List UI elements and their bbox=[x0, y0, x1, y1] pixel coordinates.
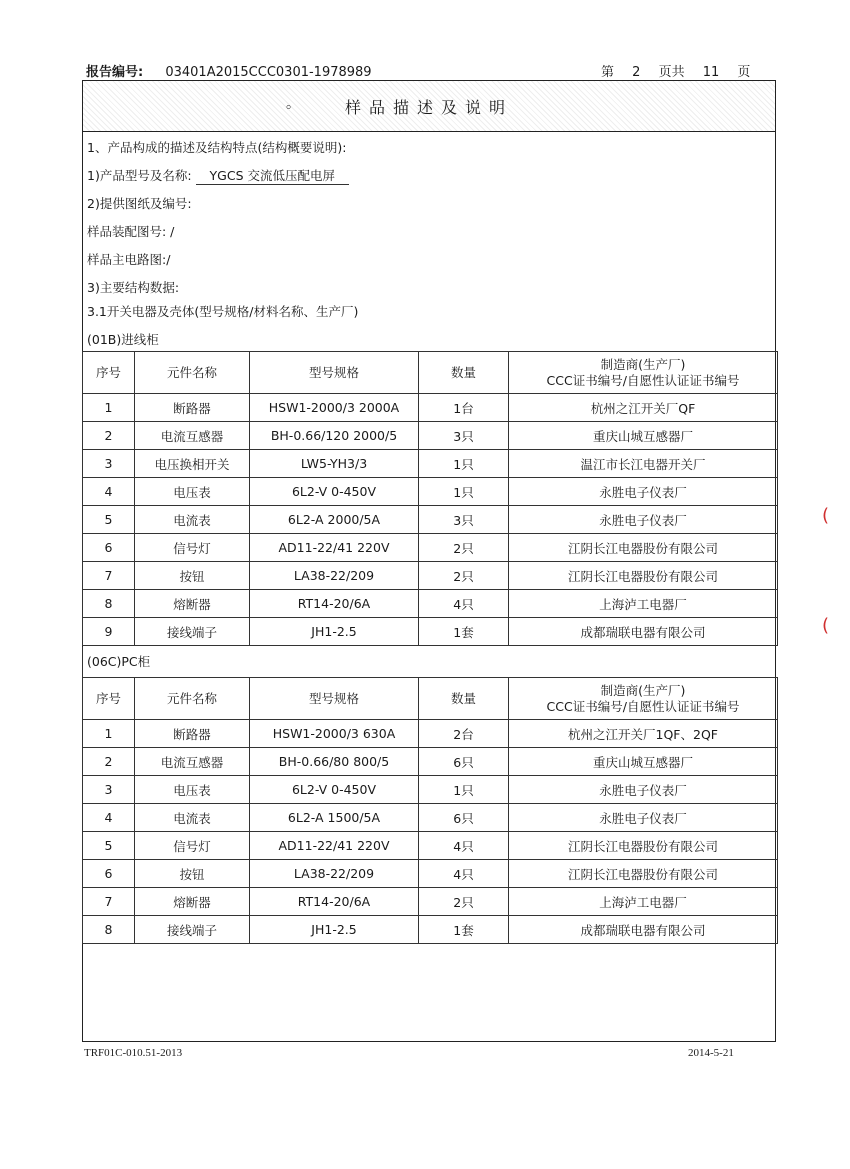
table-row bbox=[83, 562, 778, 590]
cell-name: 电压表 bbox=[135, 776, 250, 804]
cell-model: JH1-2.5 bbox=[250, 618, 419, 646]
col-name: 元件名称 bbox=[135, 678, 250, 720]
table-row bbox=[83, 394, 778, 422]
stamp-mark-icon: ( bbox=[822, 505, 830, 526]
report-number-value: 03401A2015CCC0301-1978989 bbox=[165, 65, 372, 80]
page-mid: 页共 bbox=[658, 65, 685, 80]
col-name: 元件名称 bbox=[135, 352, 250, 394]
cell-manufacturer: 江阴长江电器股份有限公司 bbox=[509, 534, 778, 562]
line-structure-desc: 1、产品构成的描述及结构特点(结构概要说明): bbox=[87, 140, 347, 155]
cell-no: 5 bbox=[83, 506, 135, 534]
line-structure-data: 3)主要结构数据: bbox=[87, 280, 180, 295]
table-row bbox=[83, 506, 778, 534]
cell-manufacturer: 永胜电子仪表厂 bbox=[509, 804, 778, 832]
cell-manufacturer: 重庆山城互感器厂 bbox=[509, 422, 778, 450]
cell-qty: 1套 bbox=[419, 618, 509, 646]
table-row bbox=[83, 832, 778, 860]
stamp-mark-icon: ( bbox=[822, 615, 830, 636]
cell-name: 断路器 bbox=[135, 720, 250, 748]
table-row bbox=[83, 618, 778, 646]
cell-model: JH1-2.5 bbox=[250, 916, 419, 944]
col-model: 型号规格 bbox=[250, 352, 419, 394]
table-row bbox=[83, 804, 778, 832]
cell-no: 1 bbox=[83, 720, 135, 748]
cell-name: 电流表 bbox=[135, 804, 250, 832]
col-manufacturer-l1: 制造商(生产厂) bbox=[600, 682, 686, 698]
page-suffix: 页 bbox=[737, 65, 751, 80]
cell-no: 4 bbox=[83, 804, 135, 832]
cell-model: LA38-22/209 bbox=[250, 860, 419, 888]
line-drawings: 2)提供图纸及编号: bbox=[87, 196, 192, 211]
cell-model: 6L2-A 2000/5A bbox=[250, 506, 419, 534]
cell-manufacturer: 永胜电子仪表厂 bbox=[509, 506, 778, 534]
cell-name: 电流表 bbox=[135, 506, 250, 534]
cell-qty: 6只 bbox=[419, 804, 509, 832]
model-name-value: YGCS 交流低压配电屏 bbox=[196, 168, 349, 185]
cell-no: 6 bbox=[83, 534, 135, 562]
cell-name: 熔断器 bbox=[135, 888, 250, 916]
table-row bbox=[83, 748, 778, 776]
table-header-row bbox=[83, 678, 778, 720]
report-number bbox=[86, 61, 372, 80]
cell-name: 电流互感器 bbox=[135, 422, 250, 450]
page-total: 11 bbox=[702, 65, 720, 80]
cell-name: 按钮 bbox=[135, 562, 250, 590]
cell-no: 3 bbox=[83, 776, 135, 804]
cell-qty: 1只 bbox=[419, 478, 509, 506]
col-manufacturer-l2: CCC证书编号/自愿性认证证书编号 bbox=[546, 698, 740, 714]
col-manufacturer-l1: 制造商(生产厂) bbox=[600, 356, 686, 372]
cell-name: 熔断器 bbox=[135, 590, 250, 618]
cell-qty: 1台 bbox=[419, 394, 509, 422]
col-no: 序号 bbox=[83, 678, 135, 720]
line-main-circuit: 样品主电路图:/ bbox=[87, 252, 171, 267]
cell-no: 5 bbox=[83, 832, 135, 860]
cell-manufacturer: 成都瑞联电器有限公司 bbox=[509, 916, 778, 944]
title-dot: 。 bbox=[286, 96, 300, 112]
cell-qty: 1只 bbox=[419, 450, 509, 478]
cell-name: 电压换相开关 bbox=[135, 450, 250, 478]
cell-manufacturer: 杭州之江开关厂QF bbox=[509, 394, 778, 422]
cell-no: 3 bbox=[83, 450, 135, 478]
cell-name: 信号灯 bbox=[135, 534, 250, 562]
cell-no: 6 bbox=[83, 860, 135, 888]
cell-model: HSW1-2000/3 2000A bbox=[250, 394, 419, 422]
cell-qty: 2只 bbox=[419, 534, 509, 562]
page-indicator bbox=[601, 61, 764, 80]
col-qty: 数量 bbox=[419, 678, 509, 720]
cell-qty: 2只 bbox=[419, 888, 509, 916]
title-bar bbox=[83, 81, 775, 132]
cell-model: AD11-22/41 220V bbox=[250, 534, 419, 562]
cell-qty: 6只 bbox=[419, 748, 509, 776]
parts-table-06c bbox=[82, 677, 778, 944]
cell-model: LA38-22/209 bbox=[250, 562, 419, 590]
table-row bbox=[83, 916, 778, 944]
cell-qty: 4只 bbox=[419, 860, 509, 888]
table-row bbox=[83, 860, 778, 888]
issue-date: 2014-5-21 bbox=[688, 1047, 734, 1059]
page-title: 样品描述及说明 bbox=[344, 97, 513, 117]
table-row bbox=[83, 776, 778, 804]
report-number-label: 报告编号: bbox=[86, 65, 144, 80]
cell-qty: 3只 bbox=[419, 422, 509, 450]
table-row bbox=[83, 422, 778, 450]
cell-model: LW5-YH3/3 bbox=[250, 450, 419, 478]
cell-qty: 4只 bbox=[419, 590, 509, 618]
cell-name: 信号灯 bbox=[135, 832, 250, 860]
cell-no: 7 bbox=[83, 888, 135, 916]
document-frame bbox=[82, 80, 776, 1042]
cell-model: AD11-22/41 220V bbox=[250, 832, 419, 860]
cell-manufacturer: 杭州之江开关厂1QF、2QF bbox=[509, 720, 778, 748]
form-number: TRF01C-010.51-2013 bbox=[84, 1047, 183, 1059]
col-qty: 数量 bbox=[419, 352, 509, 394]
table-row bbox=[83, 534, 778, 562]
cell-qty: 1只 bbox=[419, 776, 509, 804]
cell-no: 2 bbox=[83, 748, 135, 776]
cell-name: 断路器 bbox=[135, 394, 250, 422]
model-name-label: 1)产品型号及名称: bbox=[87, 168, 192, 183]
cell-manufacturer: 江阴长江电器股份有限公司 bbox=[509, 832, 778, 860]
cell-qty: 4只 bbox=[419, 832, 509, 860]
cell-model: 6L2-V 0-450V bbox=[250, 776, 419, 804]
col-no: 序号 bbox=[83, 352, 135, 394]
table-row bbox=[83, 450, 778, 478]
cell-manufacturer: 江阴长江电器股份有限公司 bbox=[509, 860, 778, 888]
cell-model: HSW1-2000/3 630A bbox=[250, 720, 419, 748]
cell-model: RT14-20/6A bbox=[250, 590, 419, 618]
cell-manufacturer: 成都瑞联电器有限公司 bbox=[509, 618, 778, 646]
col-model: 型号规格 bbox=[250, 678, 419, 720]
cell-name: 接线端子 bbox=[135, 916, 250, 944]
cell-name: 按钮 bbox=[135, 860, 250, 888]
cell-qty: 3只 bbox=[419, 506, 509, 534]
cell-manufacturer: 江阴长江电器股份有限公司 bbox=[509, 562, 778, 590]
section-06c-label: (06C)PC柜 bbox=[82, 647, 777, 677]
table-row bbox=[83, 478, 778, 506]
line-assembly-drawing: 样品装配图号: / bbox=[87, 224, 175, 239]
cell-no: 8 bbox=[83, 590, 135, 618]
cell-name: 电压表 bbox=[135, 478, 250, 506]
line-switchgear: 3.1开关电器及壳体(型号规格/材料名称、生产厂) bbox=[87, 304, 359, 319]
cell-manufacturer: 温江市长江电器开关厂 bbox=[509, 450, 778, 478]
cell-no: 9 bbox=[83, 618, 135, 646]
page-prefix: 第 bbox=[601, 65, 615, 80]
table-row bbox=[83, 590, 778, 618]
cell-manufacturer: 重庆山城互感器厂 bbox=[509, 748, 778, 776]
col-manufacturer-l2: CCC证书编号/自愿性认证证书编号 bbox=[546, 372, 740, 388]
page-current: 2 bbox=[632, 65, 641, 80]
cell-no: 8 bbox=[83, 916, 135, 944]
cell-manufacturer: 永胜电子仪表厂 bbox=[509, 776, 778, 804]
col-manufacturer bbox=[509, 678, 778, 720]
cell-model: 6L2-V 0-450V bbox=[250, 478, 419, 506]
cell-qty: 1套 bbox=[419, 916, 509, 944]
cell-model: 6L2-A 1500/5A bbox=[250, 804, 419, 832]
cell-model: RT14-20/6A bbox=[250, 888, 419, 916]
cell-no: 2 bbox=[83, 422, 135, 450]
cell-no: 1 bbox=[83, 394, 135, 422]
line-section-01b: (01B)进线柜 bbox=[87, 332, 159, 347]
col-manufacturer bbox=[509, 352, 778, 394]
table-row bbox=[83, 720, 778, 748]
cell-model: BH-0.66/120 2000/5 bbox=[250, 422, 419, 450]
cell-manufacturer: 上海泸工电器厂 bbox=[509, 590, 778, 618]
cell-manufacturer: 上海泸工电器厂 bbox=[509, 888, 778, 916]
table-header-row bbox=[83, 352, 778, 394]
line-model-name bbox=[87, 166, 349, 184]
cell-no: 7 bbox=[83, 562, 135, 590]
cell-model: BH-0.66/80 800/5 bbox=[250, 748, 419, 776]
cell-qty: 2只 bbox=[419, 562, 509, 590]
cell-name: 电流互感器 bbox=[135, 748, 250, 776]
parts-table-01b bbox=[82, 351, 778, 646]
table-row bbox=[83, 888, 778, 916]
cell-no: 4 bbox=[83, 478, 135, 506]
cell-qty: 2台 bbox=[419, 720, 509, 748]
cell-manufacturer: 永胜电子仪表厂 bbox=[509, 478, 778, 506]
cell-name: 接线端子 bbox=[135, 618, 250, 646]
